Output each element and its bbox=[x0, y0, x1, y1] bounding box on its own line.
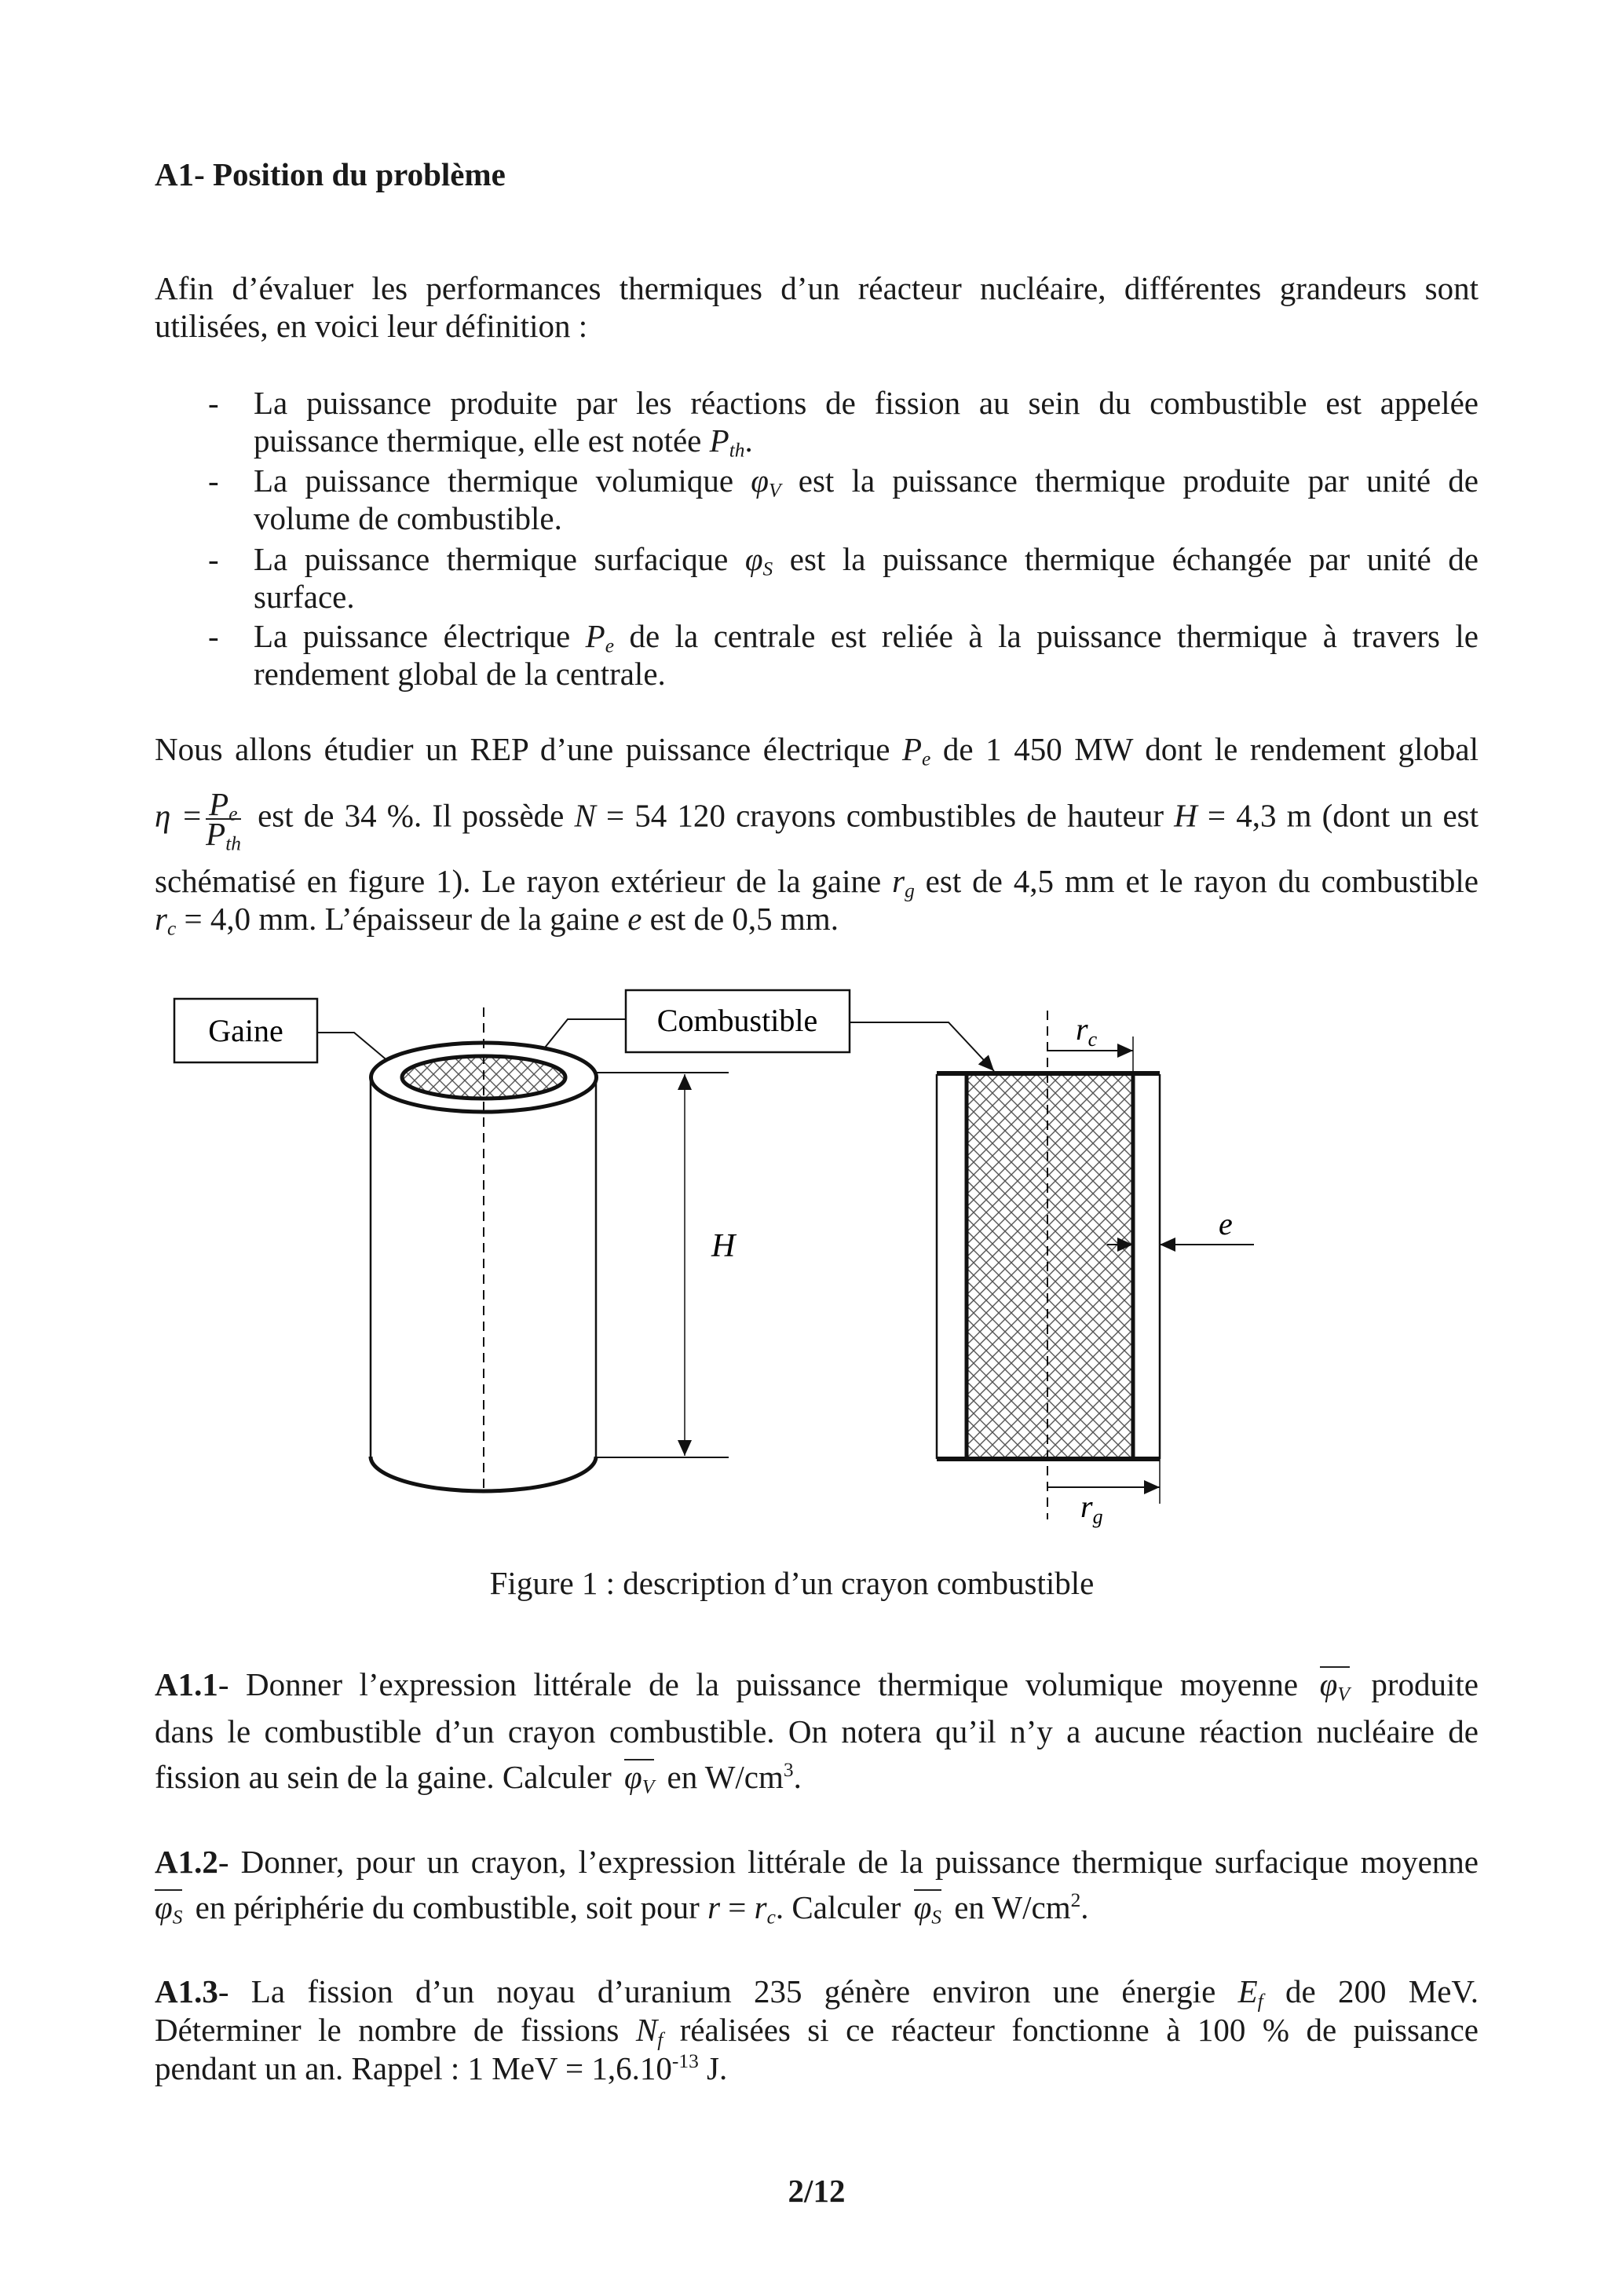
svg-text:H: H bbox=[711, 1228, 736, 1264]
bullet-dash: - bbox=[208, 618, 219, 654]
height-dimension bbox=[596, 1073, 737, 1457]
svg-text:Combustible: Combustible bbox=[656, 1003, 818, 1038]
combustible-leader-arrow-right bbox=[850, 1022, 994, 1071]
question-a1-1-line: dans le combustible d’un crayon combustible. On notera qu’il n’y a aucune réaction nucléaire de bbox=[155, 1713, 1479, 1749]
bullet-line: rendement global de la centrale. bbox=[254, 656, 666, 692]
para-line: Nous allons étudier un REP d’une puissance électrique $P_e$ de 1 450 MW dont le rendement global bbox=[155, 731, 1479, 770]
bullet-dash: - bbox=[208, 462, 219, 499]
intro-line: Afin d’évaluer les performances thermiques d’un réacteur nucléaire, différentes grandeurs sont bbox=[155, 270, 1479, 306]
bullet-dash: - bbox=[208, 541, 219, 577]
rc-dimension bbox=[1047, 1011, 1133, 1074]
bullet-line: La puissance électrique $P_e$ de la centrale est reliée à la puissance thermique à travers le bbox=[254, 618, 1479, 657]
question-a1-3-line: pendant un an. Rappel : 1 MeV = $1,6.10^{-13}$ J. bbox=[155, 2049, 728, 2086]
cylinder-3d-view bbox=[371, 1007, 597, 1492]
bullet-line: La puissance produite par les réactions de fission au sein du combustible est appelée bbox=[254, 385, 1479, 421]
section-heading: A1- Position du problème bbox=[155, 156, 506, 192]
svg-text:e: e bbox=[1219, 1206, 1233, 1241]
gaine-label-box bbox=[174, 999, 317, 1062]
rg-dimension bbox=[1047, 1459, 1160, 1528]
question-a1-3-line: A1.3- La fission d’un noyau d’uranium 235 génère environ une énergie $E_f$ de 200 MeV. bbox=[155, 1973, 1479, 2013]
intro-line: utilisées, en voici leur définition : bbox=[155, 308, 588, 344]
question-a1-3-line: Déterminer le nombre de fissions $N_f$ réalisées si ce réacteur fonctionne à 100 % de puissance bbox=[155, 2012, 1479, 2051]
svg-text:rg: $r_g$ bbox=[1080, 1489, 1103, 1528]
para-line: $r_c = 4,0$ mm. L’épaisseur de la gaine e est de 0,5 mm. bbox=[155, 901, 839, 940]
question-a1-2-line: A1.2- Donner, pour un crayon, l’expression littérale de la puissance thermique surfacique moyenne bbox=[155, 1844, 1479, 1880]
rod-cross-section bbox=[937, 1011, 1160, 1519]
figure-caption: Figure 1 : description d’un crayon combustible bbox=[489, 1565, 1095, 1601]
question-a1-2-line: $\varphi_S$ en périphérie du combustible, soit pour $r = r_c$. Calculer $\varphi_S$ en $W/cm^2$. bbox=[155, 1888, 1089, 1929]
combustible-label-box bbox=[626, 990, 850, 1052]
bullet-dash: - bbox=[208, 385, 219, 421]
bullet-line: La puissance thermique surfacique $\varphi_S$ est la puissance thermique échangée par unité de bbox=[254, 541, 1479, 580]
para-line: schématisé en figure 1). Le rayon extérieur de la gaine $r_g$ est de 4,5 mm et le rayon du combustible bbox=[155, 863, 1479, 902]
question-a1-1-line: fission au sein de la gaine. Calculer $\varphi_V$ en $W/cm^3$. bbox=[155, 1758, 802, 1798]
bullet-line: volume de combustible. bbox=[254, 500, 562, 536]
page-number: 2/12 bbox=[788, 2173, 846, 2209]
bullet-line: puissance thermique, elle est notée $P_{th}$. bbox=[254, 422, 753, 462]
efficiency-fraction: $\frac{P_e}{P_{th}}$ bbox=[206, 786, 241, 855]
svg-text:rc: $r_c$ bbox=[1076, 1011, 1098, 1051]
para-line: η = $\frac{P_e}{P_{th}}$ est de 34 %. Il possède N = 54 120 crayons combustibles de hauteur H = 4,3 m (dont un est bbox=[155, 786, 1479, 855]
svg-text:Gaine: Gaine bbox=[208, 1013, 283, 1048]
question-a1-1-line: A1.1- Donner l’expression littérale de la puissance thermique volumique moyenne $\varphi_V$ produite bbox=[155, 1666, 1479, 1706]
bullet-line: surface. bbox=[254, 579, 355, 615]
bullet-line: La puissance thermique volumique $\varphi_V$ est la puissance thermique produite par unité de bbox=[254, 462, 1479, 502]
